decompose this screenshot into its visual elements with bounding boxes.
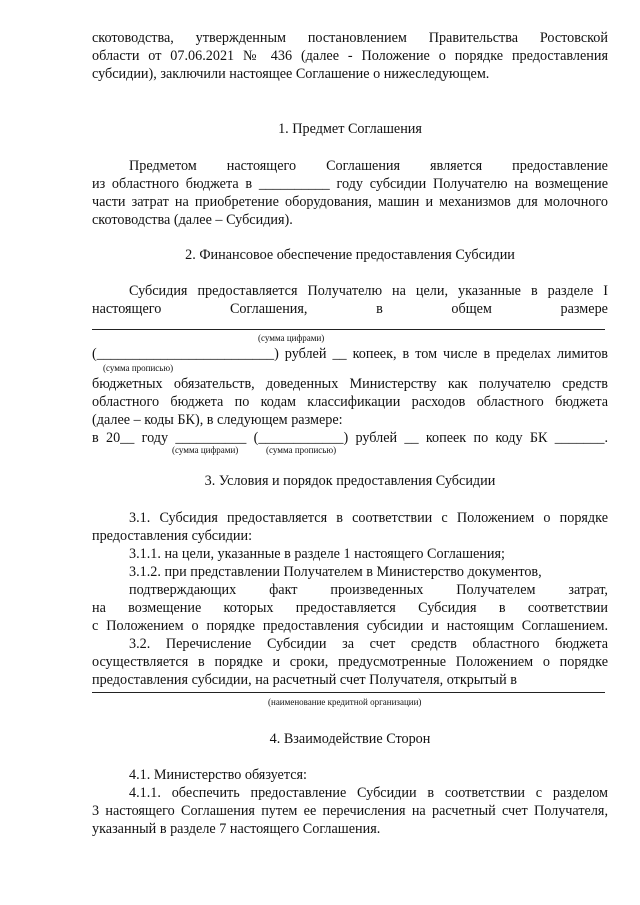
word: общем: [451, 301, 492, 317]
sum-words-caption-2: (сумма прописью): [266, 445, 337, 455]
section-3-title: 3. Условия и порядок предоставления Субсидии: [204, 473, 496, 489]
section-1-line-2: из областного бюджета в __________ году субсидии Получателю на возмещение: [92, 176, 608, 192]
sum-digits-caption-2: (сумма цифрами): [172, 445, 239, 455]
word: Предметом: [129, 158, 197, 174]
p32-line-1: 3.2. Перечисление Субсидии за счет средств областного бюджета: [129, 636, 608, 652]
p31-line-2: предоставления субсидии:: [92, 528, 253, 544]
word: Соглашения: [326, 158, 401, 174]
word: Соглашения,: [229, 301, 308, 317]
p41-line: 4.1. Министерство обязуется:: [129, 767, 307, 783]
p312-line-2: [129, 582, 608, 599]
sum-digits-fill-line: [92, 329, 605, 330]
intro-line-3: субсидии), заключили настоящее Соглашение о нижеследующем.: [92, 66, 490, 82]
bank-name-fill-line: [92, 692, 605, 693]
word: настоящего: [92, 301, 162, 317]
word: факт: [269, 582, 298, 598]
sum-digits-caption: (сумма цифрами): [258, 333, 325, 343]
word: Получателем: [456, 582, 536, 598]
word: затрат,: [568, 582, 608, 598]
p312-line-4: с Положением о порядке предоставления субсидии и настоящим Соглашением.: [92, 618, 608, 634]
section-2-line-1: Субсидия предоставляется Получателю на цели, указанные в разделе I: [129, 283, 608, 299]
p311-line: 3.1.1. на цели, указанные в разделе 1 настоящего Соглашения;: [129, 546, 505, 562]
section-2-line-8: в 20__ году __________ (____________) рублей __ копеек по коду БК _______.: [92, 430, 608, 446]
intro-line-1: скотоводства, утвержденным постановлением Правительства Ростовской: [92, 30, 608, 46]
section-1-line-1: [129, 158, 608, 175]
word: подтверждающих: [129, 582, 237, 598]
word: настоящего: [226, 158, 297, 174]
p32-line-3: предоставления субсидии, на расчетный счет Получателя, открытый в: [92, 672, 517, 688]
p32-line-2: осуществляется в порядке и сроки, предусмотренные Положением о порядке: [92, 654, 608, 670]
p31-line-1: 3.1. Субсидия предоставляется в соответствии с Положением о порядке: [129, 510, 608, 526]
word: размере: [560, 301, 608, 317]
section-1-line-3: части затрат на приобретение оборудования, машин и механизмов для молочного: [92, 194, 608, 210]
section-2-title: 2. Финансовое обеспечение предоставления Субсидии: [185, 247, 515, 263]
section-4-title: 4. Взаимодействие Сторон: [269, 731, 431, 747]
intro-line-2: области от 07.06.2021 № 436 (далее - Положение о порядке предоставления: [92, 48, 608, 64]
word: предоставление: [512, 158, 608, 174]
word: произведенных: [330, 582, 424, 598]
bank-name-caption: (наименование кредитной организации): [268, 697, 422, 707]
section-1-line-4: скотоводства (далее – Субсидия).: [92, 212, 293, 228]
p312-line-3: на возмещение которых предоставляется Субсидия в соответствии: [92, 600, 608, 616]
word: является: [430, 158, 483, 174]
p411-line-3: указанный в разделе 7 настоящего Соглашения.: [92, 821, 381, 837]
section-2-line-5: бюджетных обязательств, доведенных Министерству как получателю средств: [92, 376, 608, 392]
sum-words-caption: (сумма прописью): [103, 363, 174, 373]
word: в: [376, 301, 383, 317]
section-1-title: 1. Предмет Соглашения: [278, 121, 422, 137]
section-2-line-6: областного бюджета по кодам классификации расходов областного бюджета: [92, 394, 608, 410]
section-2-line-7: (далее – коды БК), в следующем размере:: [92, 412, 343, 428]
p312-line-1: 3.1.2. при представлении Получателем в Министерство документов,: [129, 564, 542, 580]
section-2-line-4: (_________________________) рублей __ копеек, в том числе в пределах лимитов: [92, 346, 608, 362]
p411-line-1: 4.1.1. обеспечить предоставление Субсидии в соответствии с разделом: [129, 785, 608, 801]
section-2-line-2: [92, 301, 608, 318]
p411-line-2: 3 настоящего Соглашения путем ее перечисления на расчетный счет Получателя,: [92, 803, 608, 819]
